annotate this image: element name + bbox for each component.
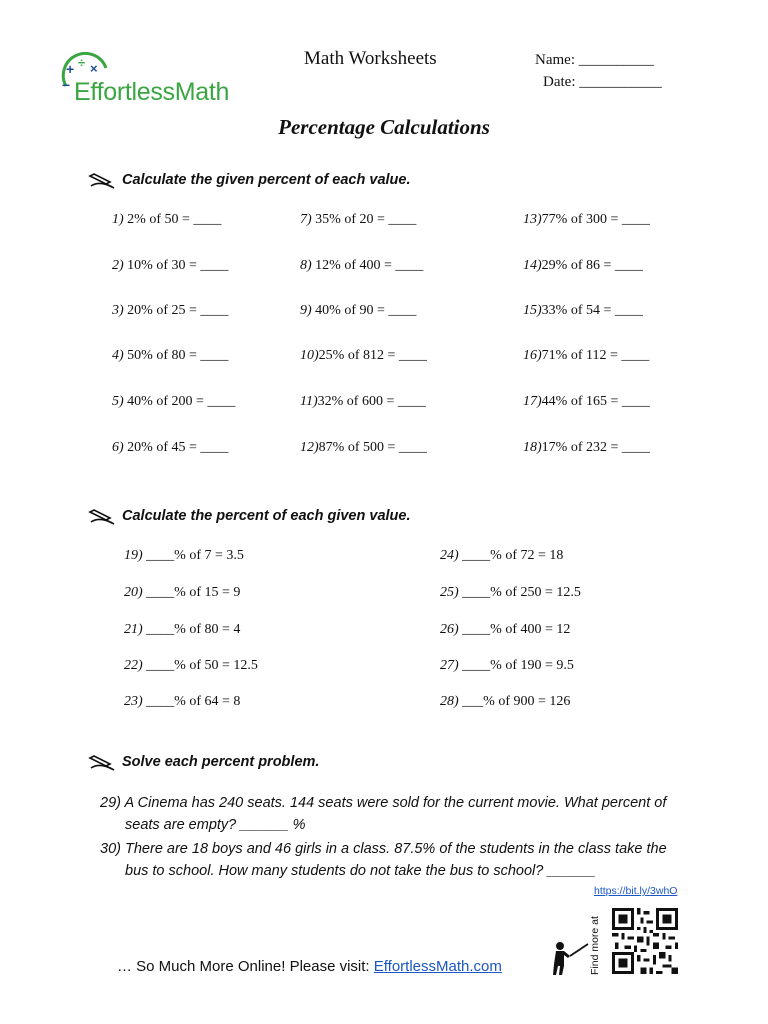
problem-text: ____% of 250 = 12.5 (462, 585, 581, 600)
footer-link[interactable]: EffortlessMath.com (373, 958, 502, 975)
problem-number: 19) (124, 548, 143, 563)
problem-text: 12% of 400 = ____ (315, 258, 424, 273)
problem (523, 440, 650, 456)
problem-text: 50% of 80 = ____ (127, 348, 229, 363)
problem-text: 20% of 45 = ____ (127, 440, 229, 455)
section-2-title (88, 506, 411, 526)
problem-number: 30) (100, 841, 121, 857)
qr-code[interactable] (612, 908, 678, 974)
problem-number: 11) (300, 394, 318, 409)
problem-text: 32% of 600 = ____ (317, 394, 426, 409)
problem (124, 548, 244, 564)
problem-number: 28) (440, 694, 459, 709)
footer-message: … So Much More Online! Please visit: (117, 958, 374, 975)
problem-text: There are 18 boys and 46 girls in a class. 87.5% of the students in the class take the (125, 841, 667, 857)
problem (112, 394, 235, 410)
problem (523, 303, 643, 319)
problem-text: 25% of 812 = ____ (318, 348, 427, 363)
name-field: Name: __________ (535, 52, 654, 68)
problem-number: 29) (100, 795, 121, 811)
problem-number: 10) (300, 348, 319, 363)
word-problem-line-1 (100, 838, 700, 860)
section-2-label: Calculate the percent of each given value. (122, 508, 411, 524)
problem-text: ____% of 15 = 9 (146, 585, 241, 600)
problem (124, 622, 240, 638)
problem-text: 29% of 86 = ____ (541, 258, 643, 273)
date-field: Date: ___________ (543, 74, 662, 90)
problem (112, 258, 228, 274)
problem-number: 5) (112, 394, 124, 409)
section-3-label: Solve each percent problem. (122, 754, 320, 770)
problem (440, 694, 570, 710)
problem-number: 22) (124, 658, 143, 673)
problem-number: 4) (112, 348, 124, 363)
problem-text: 35% of 20 = ____ (315, 212, 417, 227)
problem-text: 10% of 30 = ____ (127, 258, 229, 273)
problem-number: 6) (112, 440, 124, 455)
problem (124, 658, 258, 674)
svg-text:+: + (66, 61, 75, 77)
problem-number: 27) (440, 658, 459, 673)
pencil-icon (88, 170, 116, 190)
problem-number: 1) (112, 212, 124, 227)
problem-number: 23) (124, 694, 143, 709)
problem (523, 258, 643, 274)
problem (300, 348, 427, 364)
problem-text: 40% of 90 = ____ (315, 303, 417, 318)
word-problem (100, 792, 700, 836)
find-more-text: Find more at (589, 916, 601, 975)
problem-number: 18) (523, 440, 542, 455)
section-1-title (88, 170, 411, 190)
problem (440, 548, 563, 564)
word-problem-line-1 (100, 792, 700, 814)
problem-number: 2) (112, 258, 124, 273)
problem (440, 658, 574, 674)
problem-text: 44% of 165 = ____ (541, 394, 650, 409)
pencil-icon (88, 506, 116, 526)
problem-text: ____% of 64 = 8 (146, 694, 241, 709)
problem (112, 212, 221, 228)
problem (300, 440, 427, 456)
pencil-icon (88, 752, 116, 772)
problem-number: 14) (523, 258, 542, 273)
problem (523, 394, 650, 410)
problem-text: 71% of 112 = ____ (541, 348, 650, 363)
section-3-title (88, 752, 319, 772)
problem-number: 17) (523, 394, 542, 409)
problem (112, 440, 228, 456)
problem-text: A Cinema has 240 seats. 144 seats were sold for the current movie. What percent of (124, 795, 667, 811)
problem (523, 348, 649, 364)
problem-number: 8) (300, 258, 312, 273)
problem (300, 394, 426, 410)
problem-text: 33% of 54 = ____ (541, 303, 643, 318)
teacher-icon (548, 940, 590, 976)
problem-number: 21) (124, 622, 143, 637)
problem-text: 87% of 500 = ____ (318, 440, 427, 455)
word-problem-line-2: seats are empty? ______ % (125, 817, 306, 833)
page-heading: Percentage Calculations (278, 115, 490, 139)
problem-text: 77% of 300 = ____ (541, 212, 650, 227)
problem-number: 12) (300, 440, 319, 455)
section-1-label: Calculate the given percent of each value. (122, 172, 411, 188)
problem-text: 40% of 200 = ____ (127, 394, 236, 409)
problem (300, 258, 423, 274)
problem-number: 3) (112, 303, 124, 318)
problem-number: 24) (440, 548, 459, 563)
problem-text: ____% of 400 = 12 (462, 622, 571, 637)
problem (112, 303, 228, 319)
problem-number: 16) (523, 348, 542, 363)
problem-number: 13) (523, 212, 542, 227)
problem-text: ____% of 7 = 3.5 (146, 548, 244, 563)
problem-number: 9) (300, 303, 312, 318)
problem-text: ____% of 80 = 4 (146, 622, 241, 637)
problem-number: 15) (523, 303, 542, 318)
worksheet-title: Math Worksheets (304, 48, 437, 69)
problem-text: 2% of 50 = ____ (127, 212, 222, 227)
word-problem (100, 838, 700, 882)
problem (523, 212, 650, 228)
logo-text: EffortlessMath (74, 78, 230, 106)
problem (300, 303, 416, 319)
footer-text (117, 958, 502, 975)
problem-number: 26) (440, 622, 459, 637)
problem-text: ____% of 190 = 9.5 (462, 658, 574, 673)
problem-number: 7) (300, 212, 312, 227)
problem-number: 25) (440, 585, 459, 600)
svg-text:÷: ÷ (78, 55, 86, 70)
problem (124, 585, 240, 601)
word-problem-line-2: bus to school. How many students do not take the bus to school? ______ (125, 863, 596, 879)
problem-text: ____% of 50 = 12.5 (146, 658, 258, 673)
problem (440, 585, 581, 601)
problem (124, 694, 240, 710)
problem-text: 17% of 232 = ____ (541, 440, 650, 455)
problem-text: ___% of 900 = 126 (462, 694, 571, 709)
problem (300, 212, 416, 228)
problem (112, 348, 228, 364)
short-url-link[interactable]: https://bit.ly/3whO (594, 885, 678, 897)
svg-text:−: − (62, 77, 71, 93)
problem (440, 622, 570, 638)
problem-text: ____% of 72 = 18 (462, 548, 564, 563)
problem-number: 20) (124, 585, 143, 600)
problem-text: 20% of 25 = ____ (127, 303, 229, 318)
svg-text:×: × (90, 61, 98, 76)
